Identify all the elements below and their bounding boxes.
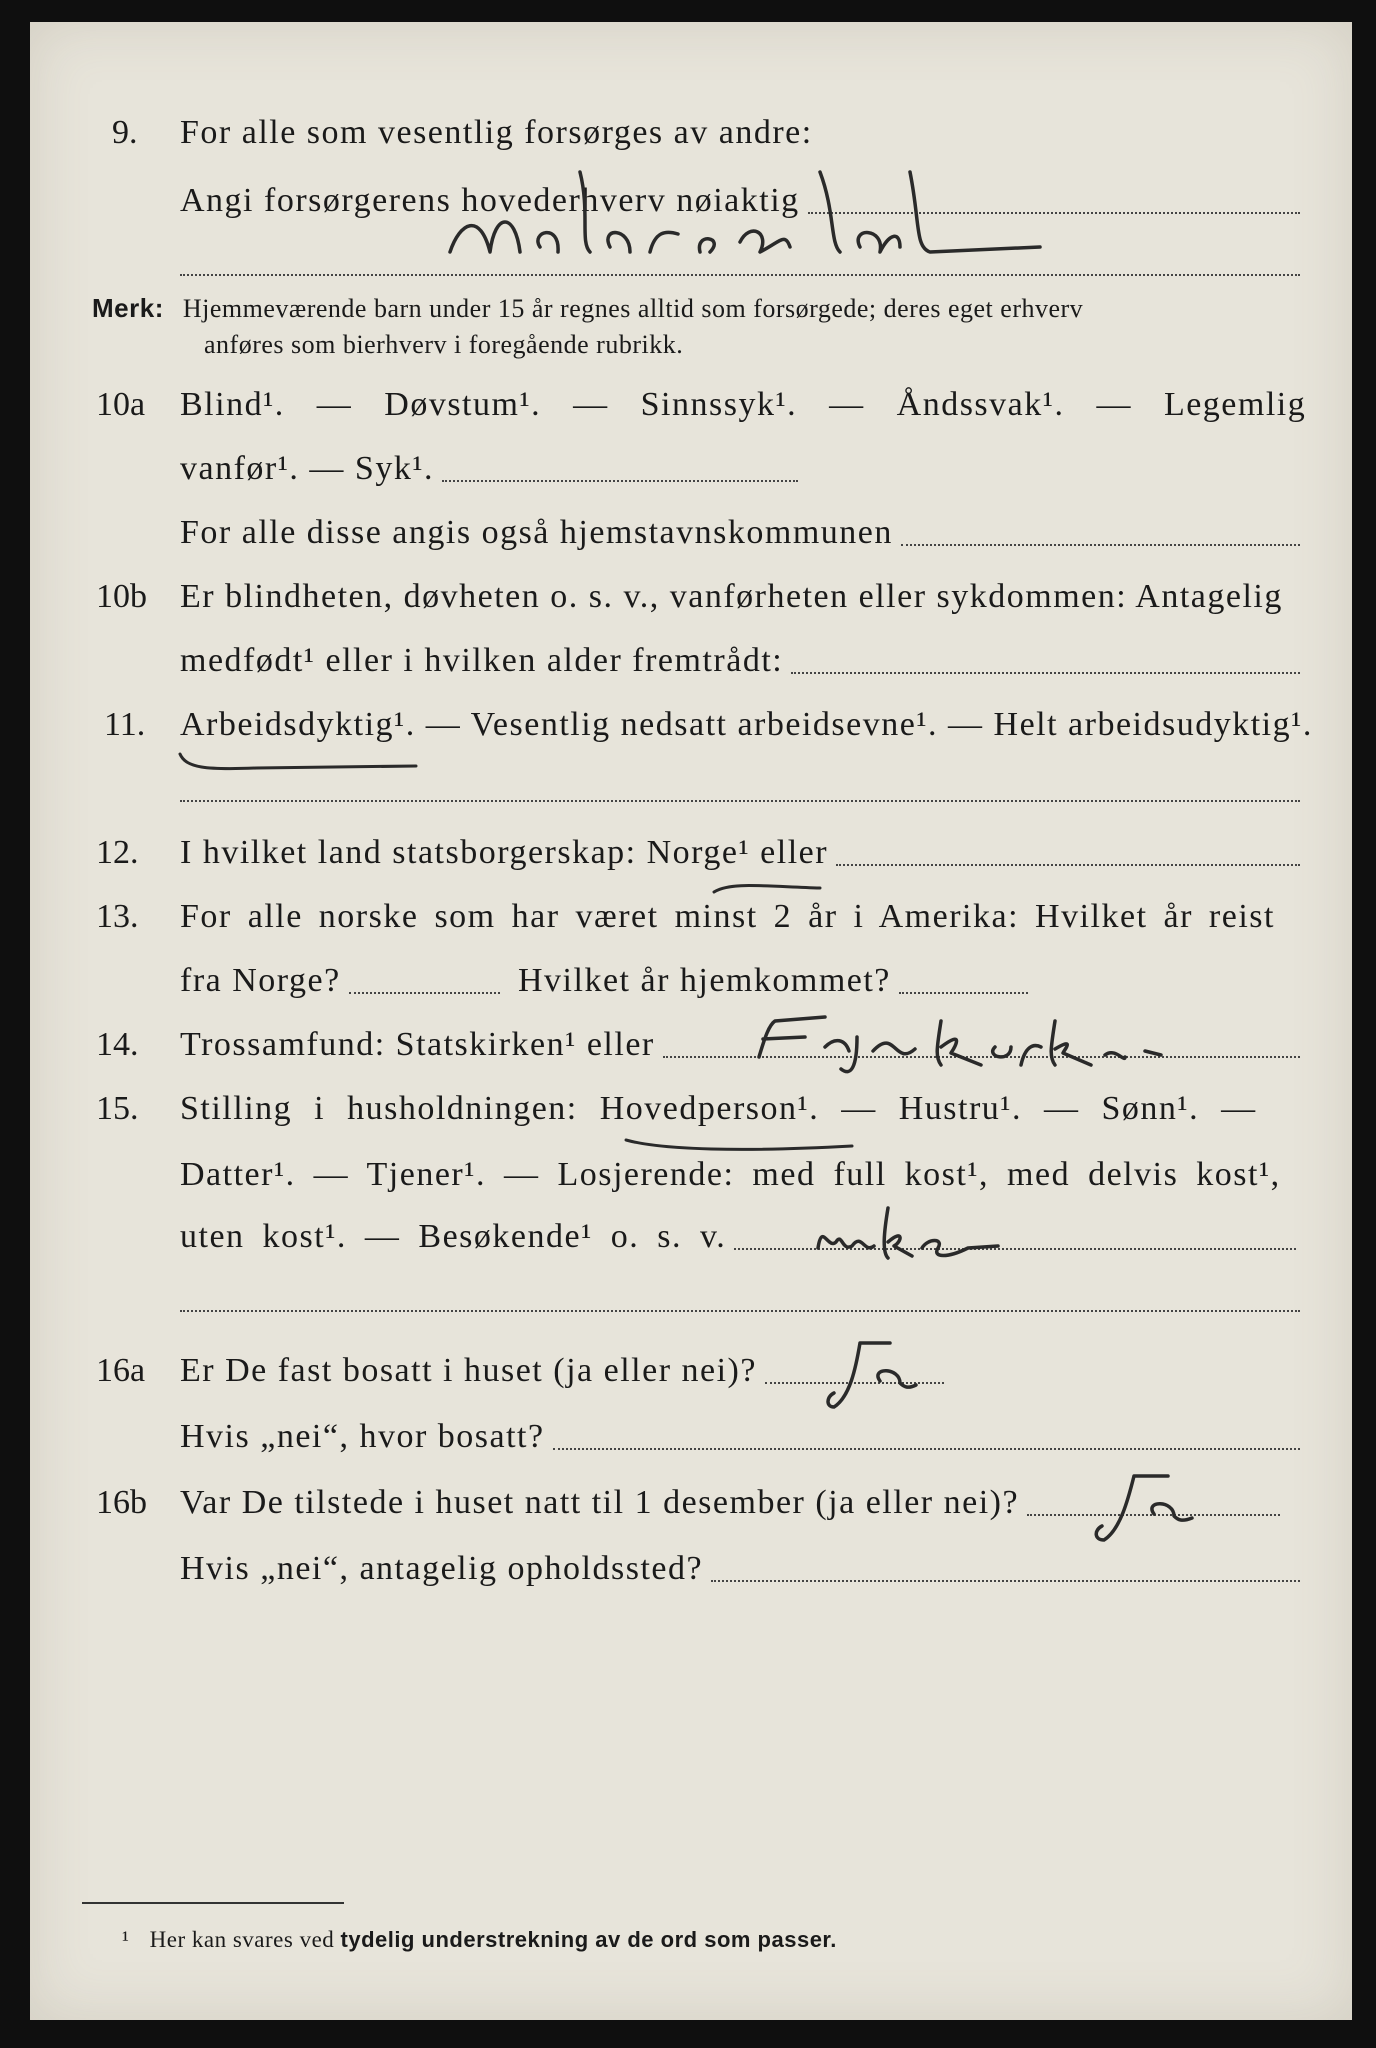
q13-line2b: Hvilket år hjemkommet? <box>518 962 1028 1000</box>
q16b-line2: Hvis „nei“, antagelig opholdssted? <box>180 1550 1300 1588</box>
q16a-line1: Er De fast bosatt i huset (ja eller nei)? <box>180 1352 944 1390</box>
q9-handwritten-answer <box>440 152 1200 302</box>
q11-line1: Arbeidsdyktig¹. — Vesentlig nedsatt arbeidsevne¹. — Helt arbeidsudyktig¹. <box>180 706 1313 743</box>
q11-underline-mark <box>176 748 426 778</box>
q16a-handwritten-answer <box>820 1337 930 1417</box>
q10b-answer-line[interactable] <box>791 666 1300 674</box>
q10a-line3: For alle disse angis også hjemstavnskommunen <box>180 514 1300 552</box>
q10a-number: 10a <box>96 386 146 423</box>
census-form-page <box>30 22 1352 2020</box>
q16b-line1: Var De tilstede i huset natt til 1 desember (ja eller nei)? <box>180 1484 1280 1522</box>
q13-hjemkommet-answer-line[interactable] <box>899 986 1028 994</box>
q10b-number: 10b <box>96 578 147 615</box>
q12-answer-line[interactable] <box>836 858 1300 866</box>
q10a-line2: vanfør¹. — Syk¹. <box>180 450 798 488</box>
q11-number: 11. <box>104 706 146 743</box>
q16b-opholdssted-answer-line[interactable] <box>711 1574 1300 1582</box>
q16b-number: 16b <box>96 1484 147 1521</box>
q10a-line1: Blind¹. — Døvstum¹. — Sinnssyk¹. — Åndssvak¹. — Legemlig <box>180 386 1307 423</box>
q10a-kommune-answer-line[interactable] <box>901 538 1300 546</box>
q10b-line2: medfødt¹ eller i hvilken alder fremtrådt: <box>180 642 1300 680</box>
q11-answer-line[interactable] <box>180 800 1300 802</box>
q15-line3: uten kost¹. — Besøkende¹ o. s. v. <box>180 1218 1296 1256</box>
q14-line1: Trossamfund: Statskirken¹ eller <box>180 1026 1300 1064</box>
q9-number: 9. <box>112 114 138 151</box>
footnote-rule <box>82 1902 344 1904</box>
q16a-line2: Hvis „nei“, hvor bosatt? <box>180 1418 1300 1456</box>
q13-reist-answer-line[interactable] <box>349 986 500 994</box>
q12-line1: I hvilket land statsborgerskap: Norge¹ eller <box>180 834 1300 872</box>
q13-line1: For alle norske som har været minst 2 år i Amerika: Hvilket år reist <box>180 898 1275 935</box>
q15-answer-line-2[interactable] <box>180 1310 1300 1312</box>
q15-line2: Datter¹. — Tjener¹. — Losjerende: med full kost¹, med delvis kost¹, <box>180 1156 1281 1193</box>
q16b-handwritten-answer <box>1088 1470 1208 1550</box>
q12-number: 12. <box>96 834 139 871</box>
q16a-bosatt-answer-line[interactable] <box>553 1442 1300 1450</box>
q10b-line1: Er blindheten, døvheten o. s. v., vanførheten eller sykdommen: Antagelig <box>180 578 1283 615</box>
q9-line2: Angi forsørgerens hovederhverv nøiaktig <box>180 182 1300 220</box>
merk-note: Merk: Hjemmeværende barn under 15 år regnes alltid som forsørgede; deres eget erhverv <box>92 293 1084 323</box>
merk-note-line2: anføres som bierhverv i foregående rubrikk. <box>204 330 684 359</box>
footnote: ¹ Her kan svares ved tydelig understrekning av de ord som passer. <box>122 1927 837 1952</box>
q15-number: 15. <box>96 1090 139 1127</box>
q15-handwritten-answer <box>808 1202 1048 1272</box>
q14-number: 14. <box>96 1026 139 1063</box>
q9-line1: For alle som vesentlig forsørges av andre: <box>180 114 813 151</box>
q10a-syk-answer-line[interactable] <box>442 474 798 482</box>
q13-number: 13. <box>96 898 139 935</box>
q15-underline-mark <box>622 1134 862 1158</box>
q15-line1: Stilling i husholdningen: Hovedperson¹. — Hustru¹. — Sønn¹. — <box>180 1090 1257 1127</box>
q16a-number: 16a <box>96 1352 146 1389</box>
q13-line2a: fra Norge? <box>180 962 500 1000</box>
q14-handwritten-answer <box>745 1007 1185 1077</box>
